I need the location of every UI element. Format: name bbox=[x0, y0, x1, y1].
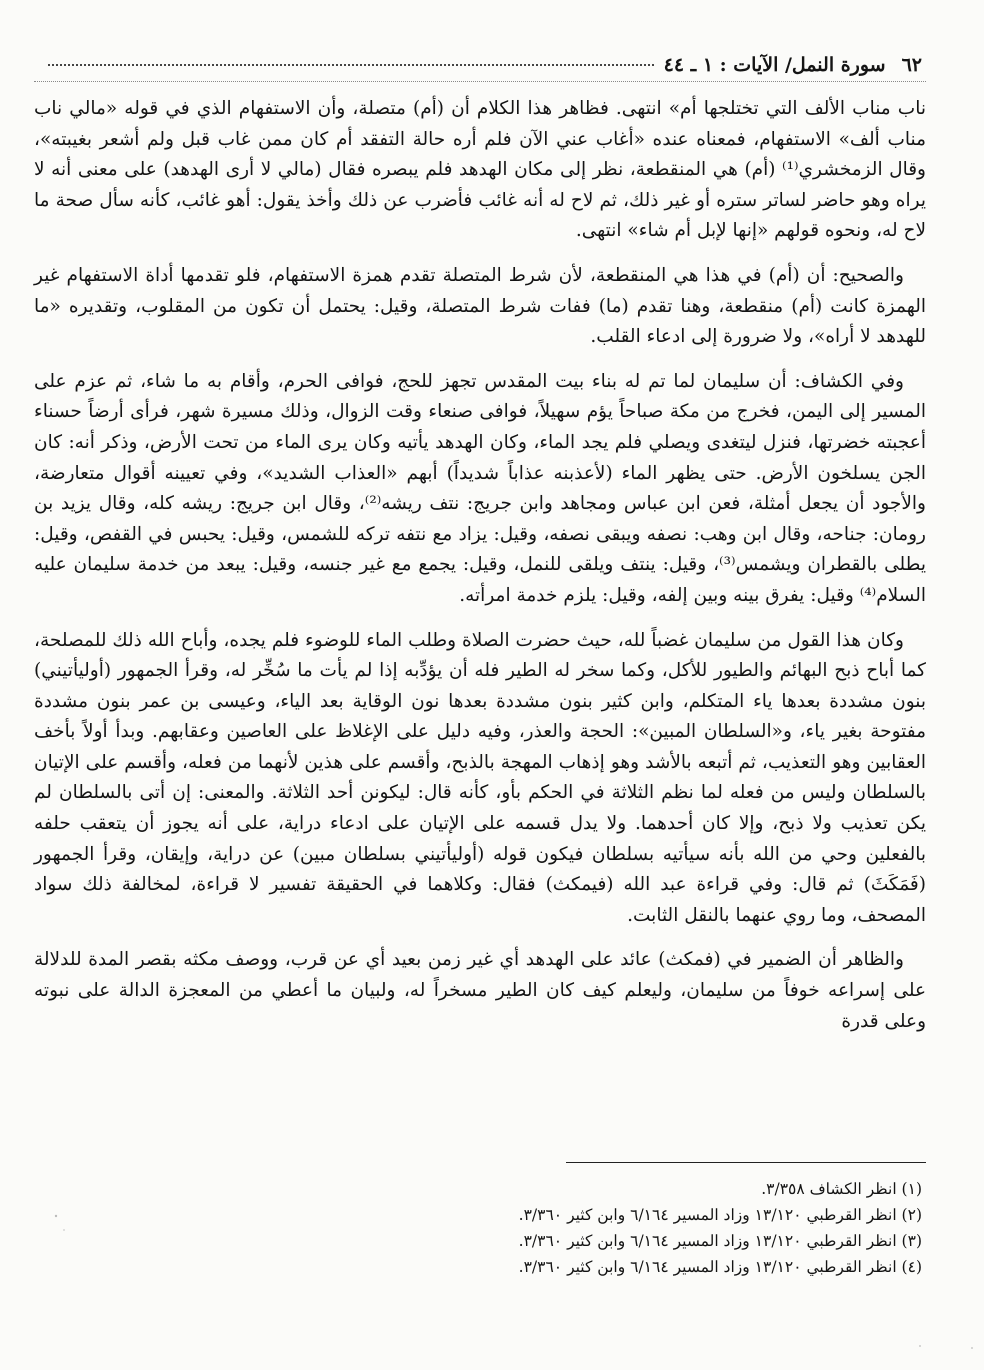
paragraph: والظاهر أن الضمير في (فمكث) عائد على الهدهد أي غير زمن بعيد أي عن قرب، ووصف مكثه بقصر المدة للدلالة على إسراعه خوفاً من سليمان، وليعلم كيف كان الطير مسخراً له، ولبيان ما أعطي من المعجزة الدالة على نبوته وعلى قدرة bbox=[34, 949, 926, 1032]
book-page bbox=[34, 52, 926, 1342]
running-header bbox=[34, 52, 926, 82]
speckle bbox=[919, 1345, 921, 1347]
paragraph: ناب مناب الألف التي تختلجها أم» انتهى. فظاهر هذا الكلام أن (أم) متصلة، وأن الاستفهام الذي في قوله «مالي ناب مناب ألف» الاستفهام، فمعناه عنده «أغاب عني الآن فلم أره حالة التفقد أم كان ممن غاب قبل ولم أشعر بغيبته»، وقال الزمخشري⁽¹⁾ (أم) هي المنقطعة، نظر إلى مكان الهدهد فلم يبصره فقال (مالي لا أرى الهدهد) على معنى أنه لا يراه وهو حاضر لساتر ستره أو غير ذلك، ثم لاح له أنه غائب فأضرب عن ذلك وأخذ يقول: أهو غائب، كأنه سأل صحة ما لاح له، ونحوه قولهم «إنها لإبل أم شاء» انتهى. bbox=[34, 98, 926, 242]
footnote: (٣) انظر القرطبي ١٣/١٢٠ وزاد المسير ٦/١٦٤ وابن كثير ٣/٣٦٠. bbox=[518, 1232, 922, 1250]
speckle bbox=[971, 1347, 973, 1349]
footnote: (١) انظر الكشاف ٣/٣٥٨. bbox=[761, 1180, 922, 1198]
paragraph: وكان هذا القول من سليمان غضباً لله، حيث حضرت الصلاة وطلب الماء للوضوء فلم يجده، وأباح الله ذلك للمصلحة، كما أباح ذبح البهائم والطيور للأكل، وكما سخر له الطير فله أن يؤدِّبه إذا لم يأت ما سُخِّر له، وقرأ الجمهور (أوليأتيني) بنون مشددة بعدها ياء المتكلم، وابن كثير بنون مشددة بعدها نون الوقاية بعد الياء، وعيسى بن عمر بنون مشددة مفتوحة بغير ياء، و«السلطان المبين»: الحجة والعذر، وفيه دليل على الإغلاظ على العاصين وعقابهم. وبدأ أولاً بأخف العقابين وهو التعذيب، ثم أتبعه بالأشد وهو إذهاب المهجة بالذبح، وأقسم على هذين لأنهما من فعله، وأقسم على الإتيان بالسلطان وليس من فعله لما نظم الثلاثة في الحكم بأو، كأنه قال: ليكونن أحد الثلاثة. والمعنى: إن أتى بالسلطان لم يكن تعذيب ولا ذبح، وإلا كان أحدهما. ولا يدل قسمه على الإتيان على ادعاء دراية، على أنه يجوز أن يتعقب حلفه بالفعلين وحي من الله بأنه سيأتيه بسلطان فيكون قوله (أوليأتيني بسلطان مبين) عن دراية، وإيقان، وقرأ الجمهور (فَمَكَثَ) ثم قال: وفي قراءة عبد الله (فيمكث) فقال: وكلاهما في الحقيقة تفسير لا قراءة، لمخالفة ذلك سواد المصحف، وما روي عنهما بالنقل الثابت. bbox=[34, 629, 926, 926]
header-dotted-leader bbox=[48, 64, 654, 66]
footnotes bbox=[34, 1176, 926, 1280]
footnote: (٤) انظر القرطبي ١٣/١٢٠ وزاد المسير ٦/١٦٤ وابن كثير ٣/٣٦٠. bbox=[518, 1258, 922, 1276]
main-text bbox=[34, 94, 926, 1037]
footnote: (٢) انظر القرطبي ١٣/١٢٠ وزاد المسير ٦/١٦٤ وابن كثير ٣/٣٦٠. bbox=[518, 1206, 922, 1224]
page-number: ٦٢ bbox=[901, 53, 922, 76]
paragraph: والصحيح: أن (أم) في هذا هي المنقطعة، لأن شرط المتصلة تقدم همزة الاستفهام، فلو تقدمها أداة الاستفهام غير الهمزة كانت (أم) منقطعة، وهنا تقدم (ما) ففات شرط المتصلة، وقيل: يحتمل أن تكون من المقلوب، وتقديره «ما للهدهد لا أراه»، ولا ضرورة إلى ادعاء القلب. bbox=[34, 264, 926, 348]
surah-title: سورة النمل/ الآيات : ١ ـ ٤٤ bbox=[663, 53, 886, 76]
paragraph: وفي الكشاف: أن سليمان لما تم له بناء بيت المقدس تجهز للحج، فوافى الحرم، وأقام به ما شاء، ثم عزم على المسير إلى اليمن، فخرج من مكة صباحاً يؤم سهيلاً، فوافى صنعاء وقت الزوال، وذلك مسيرة شهر، فرأى أرضاً حسناء أعجبته خضرتها، فنزل ليتغدى ويصلي فلم يجد الماء، وكان الهدهد يأتيه وكان يرى الماء من تحت الأرض، وذكر أنه: كان الجن يسلخون الأرض. حتى يظهر الماء (لأعذبنه عذاباً شديداً) أبهم «العذاب الشديد»، وفي تعيينه أقوال متعارضة، والأجود أن يجعل أمثلة، فعن ابن عباس ومجاهد وابن جريج: نتف ريشه⁽²⁾، وقال ابن جريج: ريشه كله، وقال يزيد بن رومان: جناحه، وقال ابن وهب: نصفه ويبقى نصفه، وقيل: يزاد مع نتفه تركه للشمس، وقيل: يحبس في القفص، وقيل: يطلى بالقطران ويشمس⁽³⁾، وقيل: ينتف ويلقى للنمل، وقيل: يجمع مع غير جنسه، وقيل: يبعد من خدمة سليمان عليه السلام⁽⁴⁾ وقيل: يفرق بينه وبين إلفه، وقيل: يلزم خدمة امرأته. bbox=[34, 370, 926, 606]
footnote-separator bbox=[566, 1162, 926, 1163]
